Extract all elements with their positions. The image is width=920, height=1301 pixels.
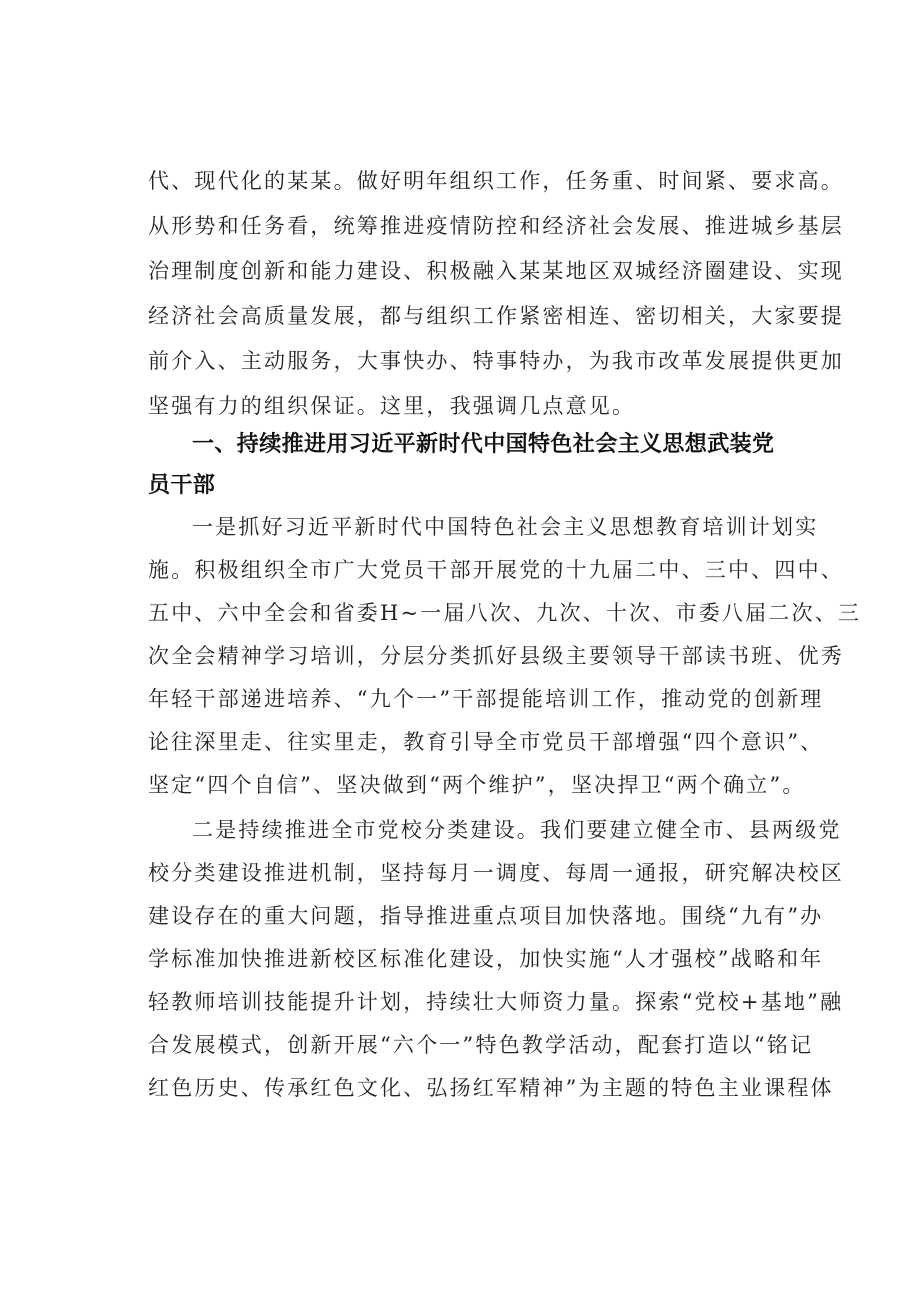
text-line: 次全会精神学习培训，分层分类抓好县级主要领导干部读书班、优秀 [148,644,844,668]
text-line: 论往深里走、往实里走，教育引导全市党员干部增强“四个意识”、 [148,730,824,754]
text-line: 二是持续推进全市党校分类建设。我们要建立健全市、县两级党 [192,818,842,842]
text-line: 坚强有力的组织保证。这里，我强调几点意见。 [148,394,636,418]
text-line: 年轻干部递进培养、“九个一”干部提能培训工作，推动党的创新理 [148,687,824,711]
text-line: 合发展模式，创新开展“六个一”特色教学活动，配套打造以“铭记 [148,1033,814,1057]
text-line: 坚定“四个自信”、坚决做到“两个维护”，坚决捍卫“两个确立”。 [148,773,806,797]
text-line: 轻教师培训技能提升计划，持续壮大师资力量。探索“党校+基地”融 [148,990,844,1014]
text-line: 治理制度创新和能力建设、积极融入某某地区双城经济圈建设、实现 [148,259,844,283]
text-line: 施。积极组织全市广大党员干部开展党的十九届二中、三中、四中、 [148,558,844,582]
text-line: 五中、六中全会和省委H~一届八次、九次、十次、市委八届二次、三 [148,601,862,625]
heading-line: 一、持续推进用习近平新时代中国特色社会主义思想武装党 [192,432,775,457]
text-line: 前介入、主动服务，大事快办、特事特办，为我市改革发展提供更加 [148,349,844,373]
text-line: 代、现代化的某某。做好明年组织工作，任务重、时间紧、要求高。 [148,169,844,193]
text-line: 一是抓好习近平新时代中国特色社会主义思想教育培训计划实 [192,515,819,539]
text-line: 红色历史、传承红色文化、弘扬红军精神”为主题的特色主业课程体 [148,1076,834,1100]
text-line: 建设存在的重大问题，指导推进重点项目加快落地。围绕“九有”办 [148,904,824,928]
text-line: 经济社会高质量发展，都与组织工作紧密相连、密切相关，大家要提 [148,304,844,328]
heading-line: 员干部 [148,473,216,498]
text-line: 学标准加快推进新校区标准化建设，加快实施“人才强校”战略和年 [148,947,824,971]
text-line: 从形势和任务看，统筹推进疫情防控和经济社会发展、推进城乡基层 [148,214,844,238]
text-line: 校分类建设推进机制，坚持每月一调度、每周一通报，研究解决校区 [148,861,844,885]
